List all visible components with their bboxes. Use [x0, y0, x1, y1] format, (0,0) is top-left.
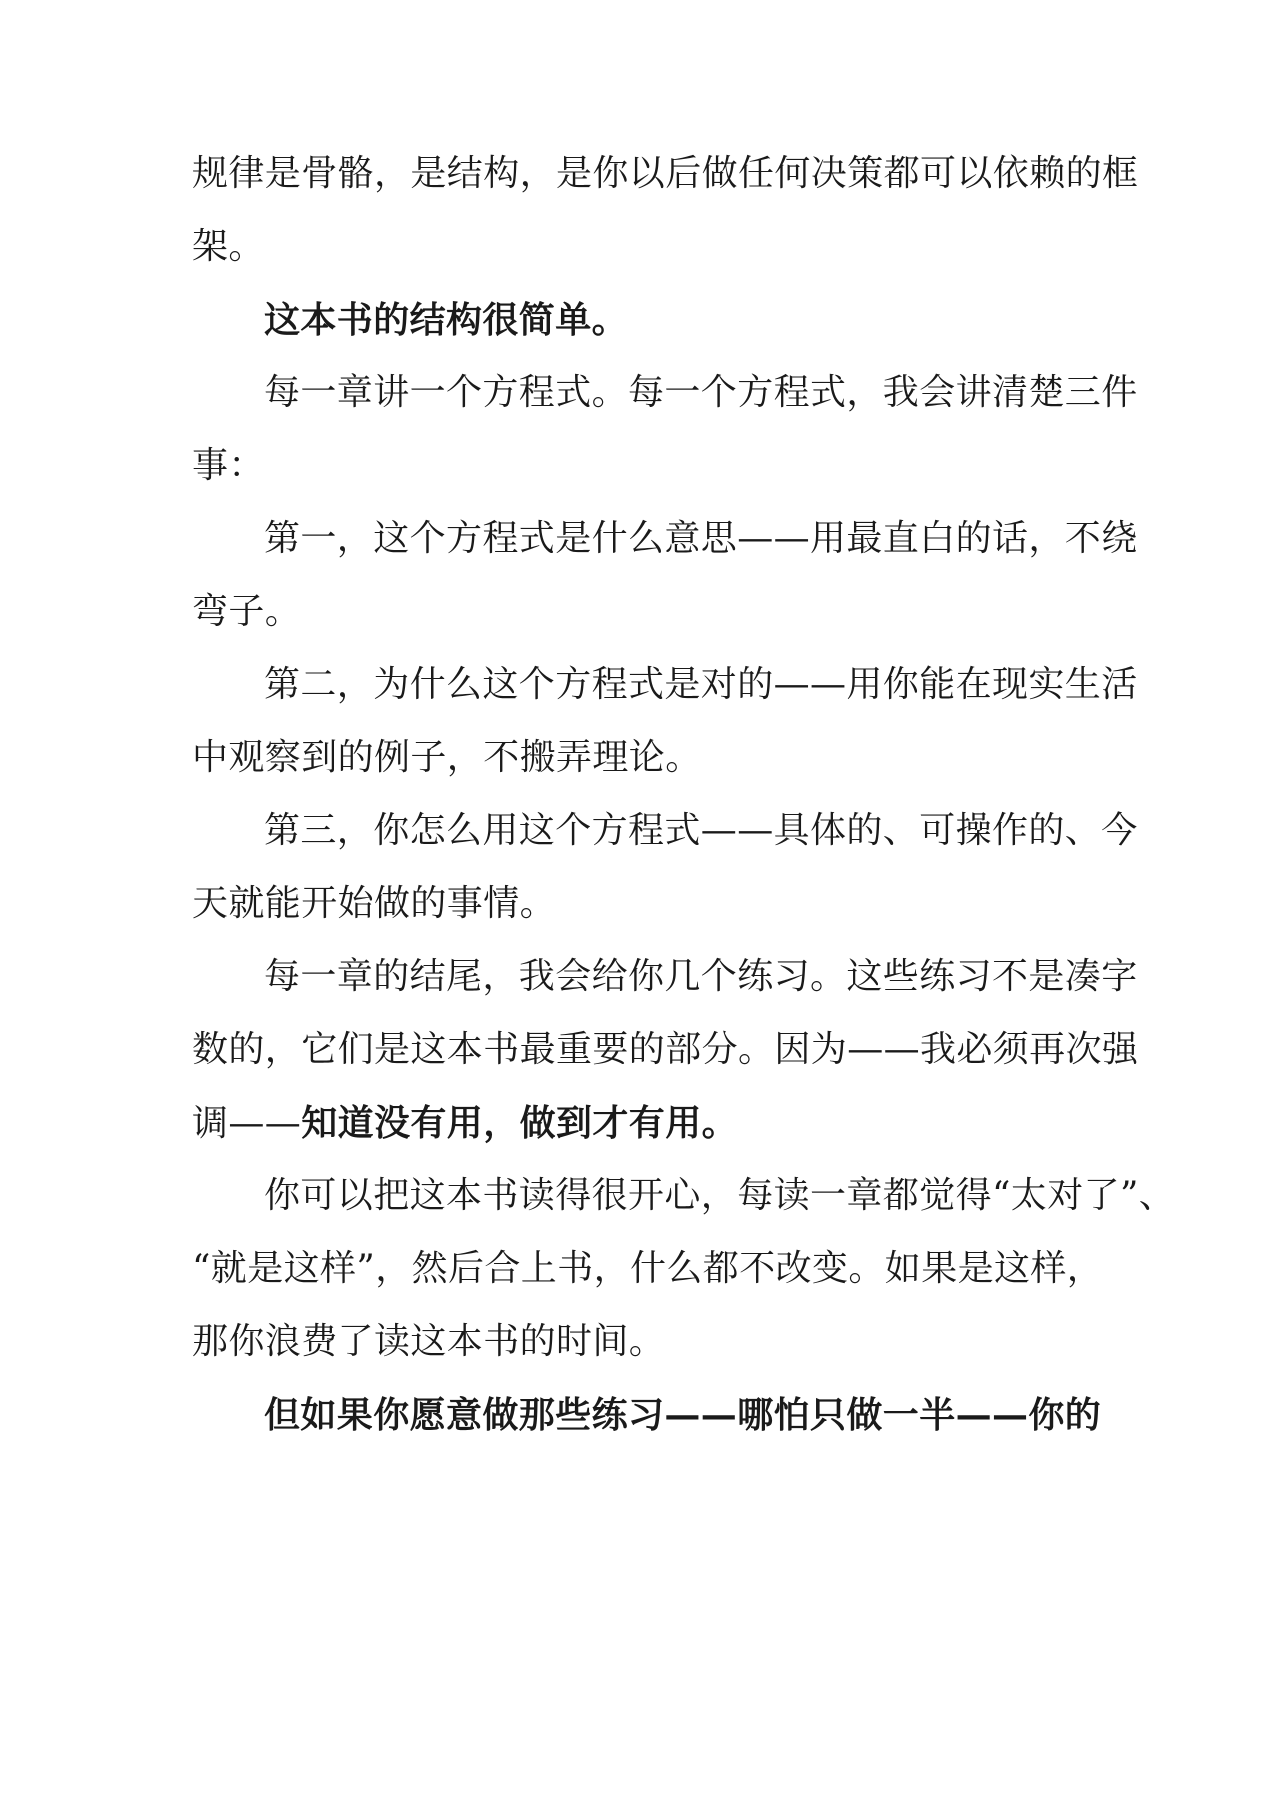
paragraph-line: 事：: [192, 445, 265, 486]
paragraph-line-mixed: [192, 1101, 1092, 1146]
paragraph-text: 调——: [192, 1103, 302, 1144]
paragraph-line: 中观察到的例子，不搬弄理论。: [192, 737, 702, 778]
paragraph-line: 天就能开始做的事情。: [192, 883, 557, 924]
paragraph-line: 第一，这个方程式是什么意思——用最直白的话，不绕: [264, 518, 1138, 559]
paragraph-line: 弯子。: [192, 591, 302, 632]
paragraph-line: 那你浪费了读这本书的时间。: [192, 1321, 666, 1362]
bold-paragraph-line: 但如果你愿意做那些练习——哪怕只做一半——你的: [264, 1394, 1102, 1436]
bold-heading-line: 这本书的结构很简单。: [264, 299, 629, 341]
paragraph-line: 第二，为什么这个方程式是对的——用你能在现实生活: [264, 664, 1138, 705]
paragraph-line: 每一章讲一个方程式。每一个方程式，我会讲清楚三件: [264, 372, 1138, 413]
paragraph-line: 规律是骨骼，是结构，是你以后做任何决策都可以依赖的框: [192, 153, 1139, 194]
paragraph-line: “就是这样”，然后合上书，什么都不改变。如果是这样，: [192, 1248, 1104, 1289]
paragraph-line: 架。: [192, 226, 265, 267]
emphasis-text: 知道没有用，做到才有用。: [301, 1102, 739, 1144]
paragraph-line: 第三，你怎么用这个方程式——具体的、可操作的、今: [264, 810, 1138, 851]
paragraph-line: 数的，它们是这本书最重要的部分。因为——我必须再次强: [192, 1029, 1139, 1070]
paragraph-line: 每一章的结尾，我会给你几个练习。这些练习不是凑字: [264, 956, 1138, 997]
paragraph-line: 你可以把这本书读得很开心，每读一章都觉得“太对了”、: [264, 1175, 1176, 1216]
